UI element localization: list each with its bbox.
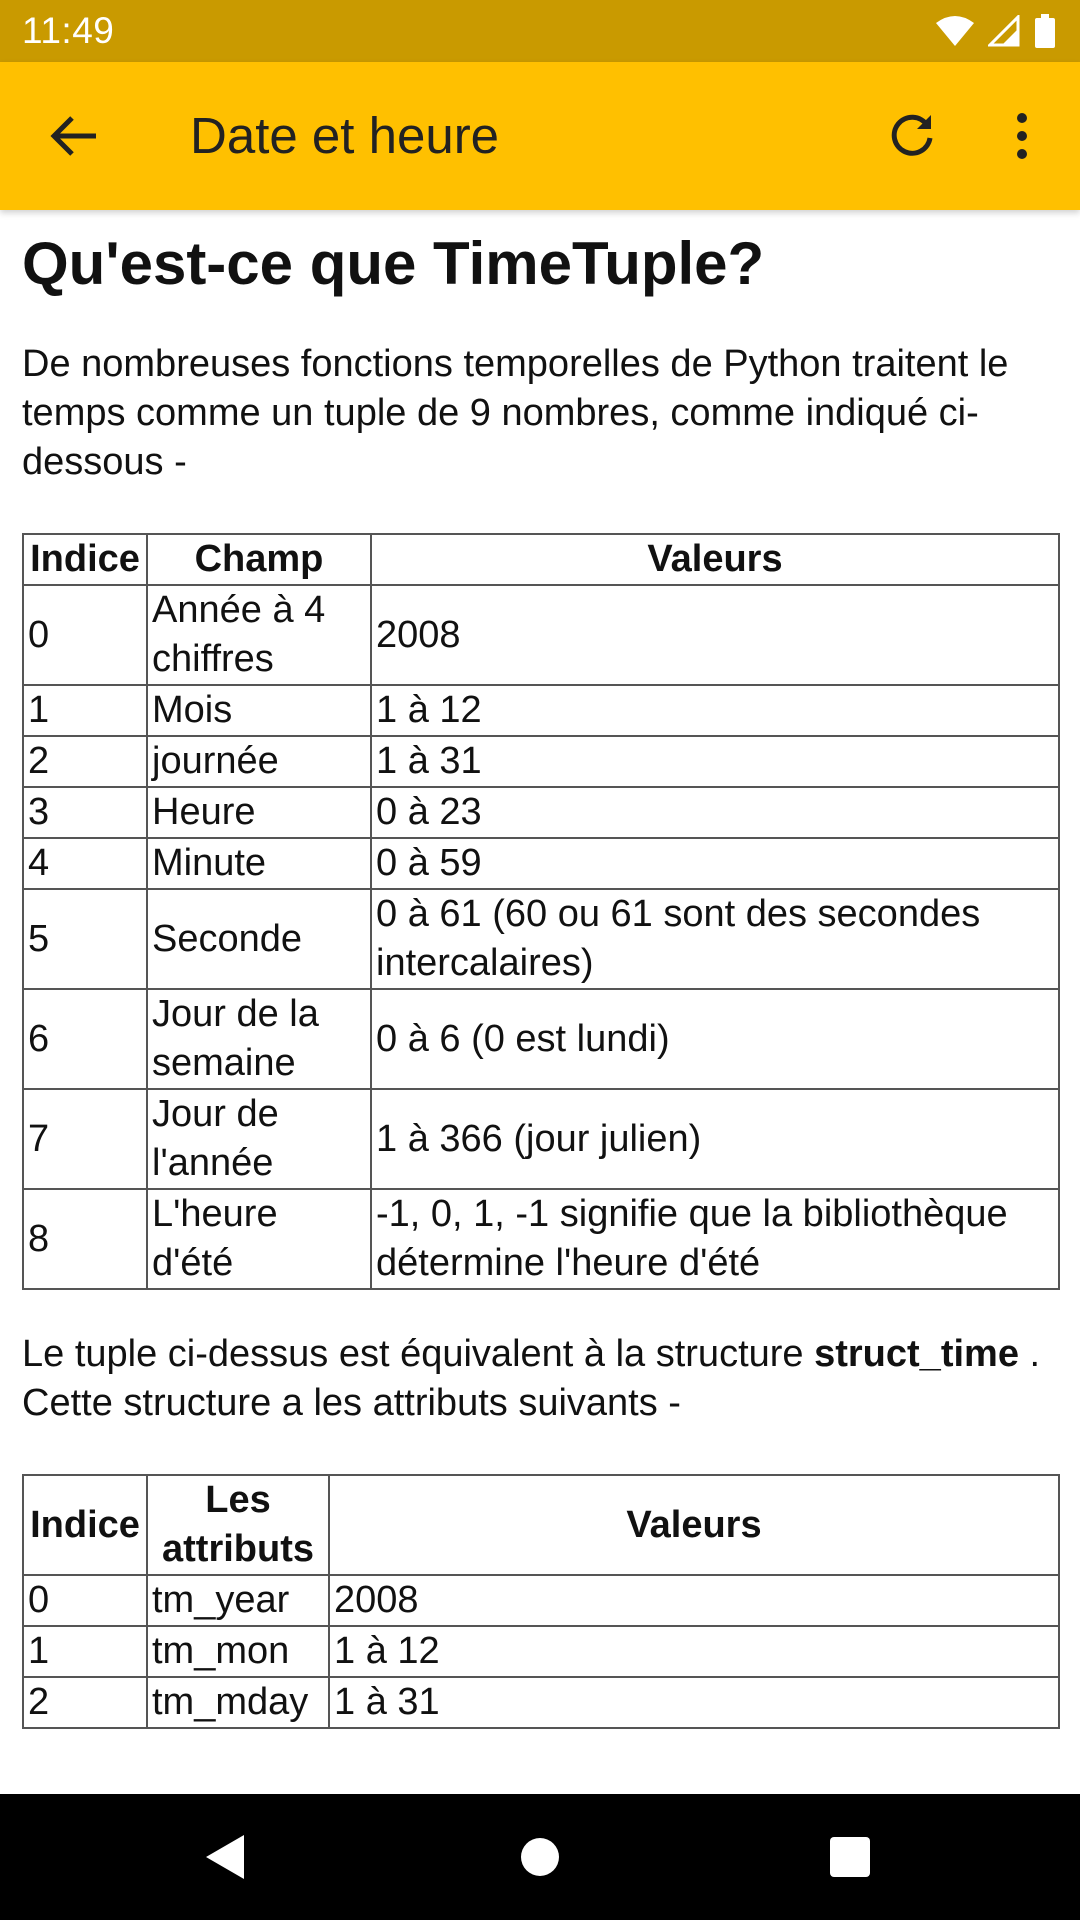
- table-cell: 7: [23, 1089, 147, 1189]
- refresh-button[interactable]: [872, 96, 952, 176]
- header-cell: Valeurs: [329, 1475, 1059, 1575]
- table-cell: tm_mon: [147, 1626, 329, 1677]
- table-row: [23, 1575, 1059, 1626]
- table-cell: 6: [23, 989, 147, 1089]
- nav-home-button[interactable]: [500, 1822, 580, 1892]
- table-cell: tm_mday: [147, 1677, 329, 1728]
- table-row: [23, 585, 1059, 685]
- table-cell: 0 à 23: [371, 787, 1059, 838]
- table-cell: 0: [23, 585, 147, 685]
- back-triangle-icon: [204, 1833, 248, 1881]
- table-cell: 1 à 12: [329, 1626, 1059, 1677]
- table-cell: 1: [23, 1626, 147, 1677]
- table-cell: 4: [23, 838, 147, 889]
- table-row: [23, 989, 1059, 1089]
- table-header-row: [23, 1475, 1059, 1575]
- signal-icon: [988, 15, 1020, 47]
- table-cell: 2: [23, 1677, 147, 1728]
- table-cell: Minute: [147, 838, 371, 889]
- struct-time-paragraph: [22, 1330, 1060, 1428]
- wifi-icon: [936, 15, 974, 47]
- status-bar: [0, 0, 1080, 62]
- back-button[interactable]: [33, 96, 113, 176]
- table-cell: tm_year: [147, 1575, 329, 1626]
- table-cell: 5: [23, 889, 147, 989]
- article-heading: Qu'est-ce que TimeTuple?: [22, 230, 765, 297]
- table-row: [23, 1677, 1059, 1728]
- nav-back-button[interactable]: [186, 1822, 266, 1892]
- table-row: [23, 838, 1059, 889]
- table-row: [23, 736, 1059, 787]
- table-cell: L'heure d'été: [147, 1189, 371, 1289]
- table-row: [23, 1626, 1059, 1677]
- table-cell: Jour de l'année: [147, 1089, 371, 1189]
- status-icons: [936, 14, 1056, 48]
- table-cell: 2008: [329, 1575, 1059, 1626]
- header-cell: Champ: [147, 534, 371, 585]
- timetuple-table: [22, 533, 1060, 1290]
- table-row: [23, 685, 1059, 736]
- table-cell: -1, 0, 1, -1 signifie que la bibliothèque détermine l'heure d'été: [371, 1189, 1059, 1289]
- paragraph-text: . Cette structure a les attributs suivants -: [22, 1333, 1041, 1424]
- table-row: [23, 787, 1059, 838]
- table-cell: 0 à 61 (60 ou 61 sont des secondes intercalaires): [371, 889, 1059, 989]
- struct-time-table: [22, 1474, 1060, 1729]
- table-header-row: [23, 534, 1059, 585]
- table-cell: Année à 4 chiffres: [147, 585, 371, 685]
- refresh-icon: [887, 111, 937, 161]
- arrow-left-icon: [48, 114, 98, 158]
- header-cell: Indice: [23, 534, 147, 585]
- table-cell: 2008: [371, 585, 1059, 685]
- table-cell: 8: [23, 1189, 147, 1289]
- table-cell: 1: [23, 685, 147, 736]
- table-row: [23, 1189, 1059, 1289]
- table-cell: 1 à 366 (jour julien): [371, 1089, 1059, 1189]
- nav-recents-button[interactable]: [810, 1822, 890, 1892]
- table-cell: Mois: [147, 685, 371, 736]
- table-row: [23, 1089, 1059, 1189]
- table-cell: 0 à 6 (0 est lundi): [371, 989, 1059, 1089]
- more-vert-icon: [1015, 112, 1029, 160]
- article-content[interactable]: [22, 210, 1060, 1794]
- table-cell: 3: [23, 787, 147, 838]
- paragraph-text: Le tuple ci-dessus est équivalent à la structure: [22, 1333, 815, 1375]
- status-time: 11:49: [22, 10, 115, 51]
- table-cell: 1 à 31: [371, 736, 1059, 787]
- battery-icon: [1034, 14, 1056, 48]
- more-options-button[interactable]: [982, 96, 1062, 176]
- struct-time-term: struct_time: [814, 1333, 1019, 1375]
- recents-square-icon: [829, 1836, 871, 1878]
- table-cell: Heure: [147, 787, 371, 838]
- navigation-bar: [0, 1794, 1080, 1920]
- table-cell: 1 à 12: [371, 685, 1059, 736]
- table-cell: Seconde: [147, 889, 371, 989]
- table-cell: 1 à 31: [329, 1677, 1059, 1728]
- home-circle-icon: [519, 1836, 561, 1878]
- table-cell: 0 à 59: [371, 838, 1059, 889]
- header-cell: Valeurs: [371, 534, 1059, 585]
- table-cell: 0: [23, 1575, 147, 1626]
- header-cell: Les attributs: [147, 1475, 329, 1575]
- header-cell: Indice: [23, 1475, 147, 1575]
- table-cell: Jour de la semaine: [147, 989, 371, 1089]
- table-cell: journée: [147, 736, 371, 787]
- page-title: Date et heure: [190, 107, 500, 164]
- app-bar: [0, 62, 1080, 210]
- table-row: [23, 889, 1059, 989]
- table-cell: 2: [23, 736, 147, 787]
- intro-paragraph: De nombreuses fonctions temporelles de Python traitent le temps comme un tuple de 9 nombres, comme indiqué ci-dessous -: [22, 343, 1009, 483]
